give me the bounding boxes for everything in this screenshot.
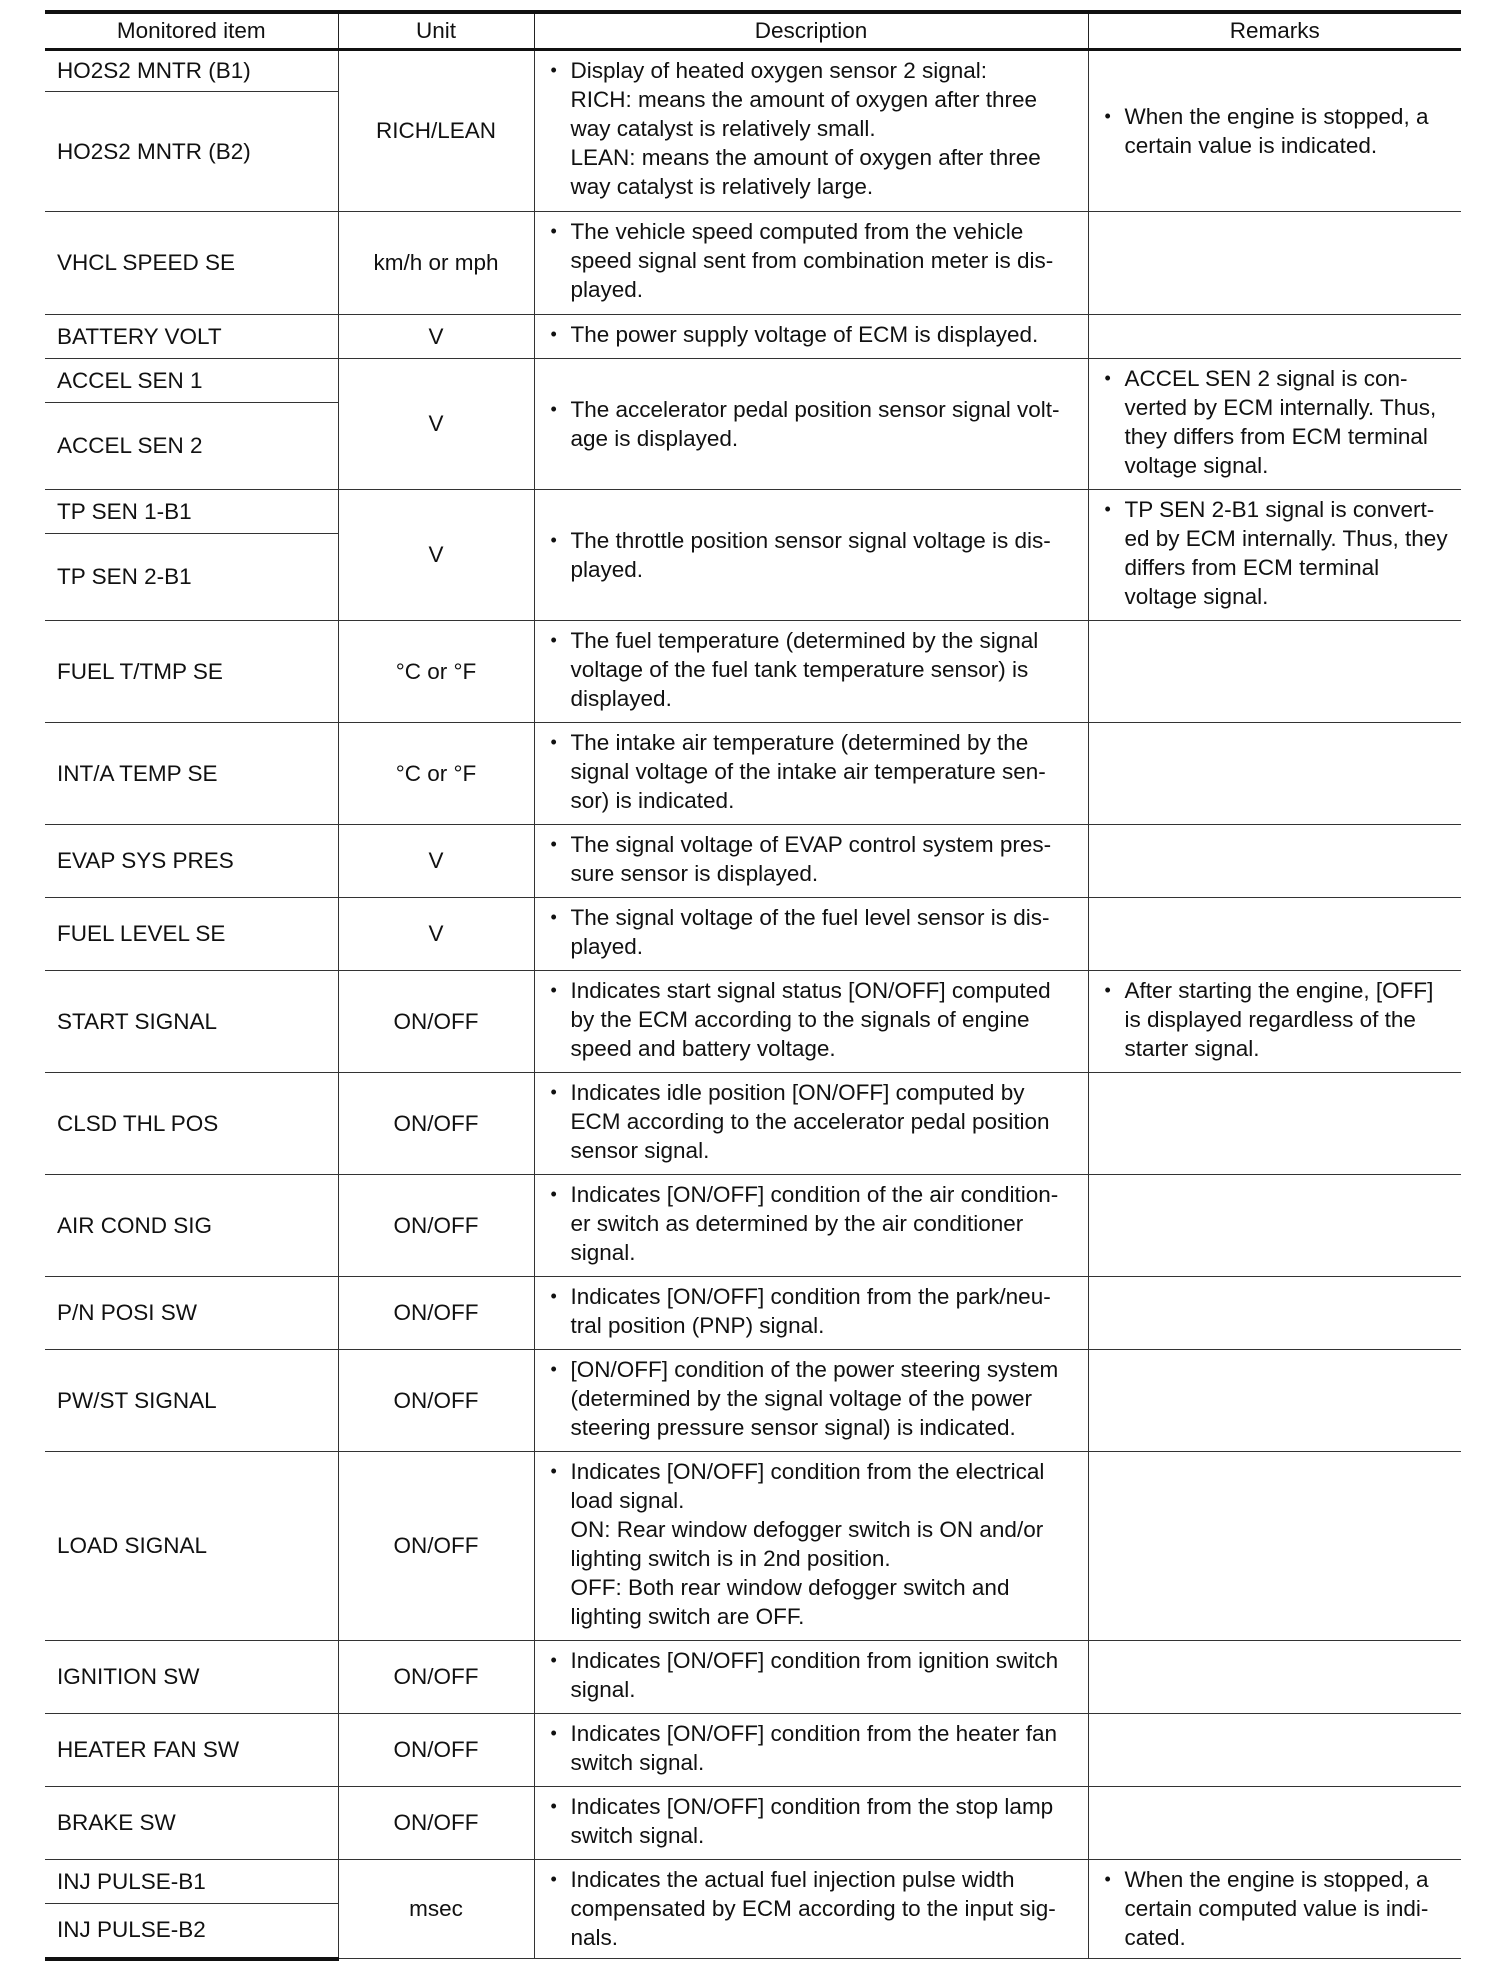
description-bullet: • Indicates [ON/OFF] condition from the stop lamp switch signal.: [547, 1792, 1078, 1850]
item-cell: PW/ST SIGNAL: [45, 1350, 338, 1452]
table-row: [45, 971, 1461, 1073]
item-cell: FUEL LEVEL SE: [45, 898, 338, 971]
remarks-cell: [1088, 1350, 1461, 1452]
item-cell: HEATER FAN SW: [45, 1714, 338, 1787]
header-unit: Unit: [338, 12, 534, 50]
remarks-cell: [1088, 1787, 1461, 1860]
description-off-text: OFF: Both rear window defogger switch and lighting switch are OFF.: [570, 1575, 1010, 1629]
description-cell: [534, 50, 1088, 212]
item-cell: HO2S2 MNTR (B1): [45, 50, 338, 92]
description-cell: [534, 212, 1088, 315]
unit-cell: km/h or mph: [338, 212, 534, 315]
remarks-cell: [1088, 898, 1461, 971]
item-cell: TP SEN 1-B1: [45, 490, 338, 534]
description-cell: [534, 1350, 1088, 1452]
remarks-cell: [1088, 1277, 1461, 1350]
table-row: [45, 1714, 1461, 1787]
unit-cell: msec: [338, 1860, 534, 1959]
description-cell: [534, 1714, 1088, 1787]
remarks-cell: [1088, 315, 1461, 359]
table-row: [45, 825, 1461, 898]
monitored-items-table: [45, 10, 1461, 1961]
remarks-cell: [1088, 1714, 1461, 1787]
description-bullet: • Indicates start signal status [ON/OFF] computed by the ECM according to the signals of engine speed and battery voltage.: [547, 976, 1078, 1063]
description-cell: [534, 1787, 1088, 1860]
description-text: • Indicates [ON/OFF] condition from the electrical load signal.: [570, 1459, 1045, 1513]
unit-cell: ON/OFF: [338, 1277, 534, 1350]
description-cell: [534, 1641, 1088, 1714]
item-cell: FUEL T/TMP SE: [45, 621, 338, 723]
unit-cell: ON/OFF: [338, 1452, 534, 1641]
description-text: • Display of heated oxygen sensor 2 signal:: [570, 58, 988, 83]
unit-cell: ON/OFF: [338, 1175, 534, 1277]
remarks-bullet: • When the engine is stopped, a certain computed value is indi- cated.: [1101, 1865, 1452, 1952]
description-bullet: • The accelerator pedal position sensor signal volt- age is displayed.: [547, 395, 1078, 453]
unit-cell: V: [338, 898, 534, 971]
remarks-bullet: • When the engine is stopped, a certain value is indicated.: [1101, 102, 1452, 160]
item-cell: AIR COND SIG: [45, 1175, 338, 1277]
description-bullet: • The intake air temperature (determined by the signal voltage of the intake air temperature sen- sor) is indicated.: [547, 728, 1078, 815]
table-row: [45, 50, 1461, 92]
remarks-cell: [1088, 723, 1461, 825]
table-row: [45, 1787, 1461, 1860]
description-bullet: • Indicates idle position [ON/OFF] computed by ECM according to the accelerator pedal position sensor signal.: [547, 1078, 1078, 1165]
unit-cell: ON/OFF: [338, 1641, 534, 1714]
unit-cell: RICH/LEAN: [338, 50, 534, 212]
unit-cell: °C or °F: [338, 723, 534, 825]
remarks-bullet: • After starting the engine, [OFF] is displayed regardless of the starter signal.: [1101, 976, 1452, 1063]
description-bullet: • Indicates [ON/OFF] condition of the air condition- er switch as determined by the air conditioner signal.: [547, 1180, 1078, 1267]
description-cell: [534, 825, 1088, 898]
item-cell: CLSD THL POS: [45, 1073, 338, 1175]
item-cell: INJ PULSE-B2: [45, 1904, 338, 1959]
remarks-cell: [1088, 1860, 1461, 1959]
description-cell: [534, 1175, 1088, 1277]
remarks-cell: [1088, 490, 1461, 621]
remarks-cell: [1088, 212, 1461, 315]
unit-cell: V: [338, 359, 534, 490]
description-cell: [534, 1277, 1088, 1350]
description-cell: [534, 621, 1088, 723]
unit-cell: °C or °F: [338, 621, 534, 723]
description-rich-text: RICH: means the amount of oxygen after three way catalyst is relatively small.: [570, 87, 1037, 141]
remarks-cell: [1088, 971, 1461, 1073]
unit-cell: V: [338, 490, 534, 621]
table-row: [45, 1860, 1461, 1904]
table-row: [45, 621, 1461, 723]
header-monitored-item: Monitored item: [45, 12, 338, 50]
description-bullet: • The vehicle speed computed from the vehicle speed signal sent from combination meter is dis- played.: [547, 217, 1078, 304]
unit-cell: V: [338, 315, 534, 359]
item-cell: LOAD SIGNAL: [45, 1452, 338, 1641]
description-cell: [534, 315, 1088, 359]
item-cell: BATTERY VOLT: [45, 315, 338, 359]
table-row: [45, 1175, 1461, 1277]
description-cell: [534, 359, 1088, 490]
description-bullet: [547, 1457, 1078, 1631]
description-bullet: • Indicates the actual fuel injection pulse width compensated by ECM according to the input sig- nals.: [547, 1865, 1078, 1952]
item-cell: EVAP SYS PRES: [45, 825, 338, 898]
item-cell: HO2S2 MNTR (B2): [45, 92, 338, 212]
description-bullet: • [ON/OFF] condition of the power steering system (determined by the signal voltage of the power steering pressure sensor signal) is indicated.: [547, 1355, 1078, 1442]
table-row: [45, 1452, 1461, 1641]
table-header-row: [45, 12, 1461, 50]
remarks-bullet: • TP SEN 2-B1 signal is convert- ed by ECM internally. Thus, they differs from ECM terminal voltage signal.: [1101, 495, 1452, 611]
item-cell: IGNITION SW: [45, 1641, 338, 1714]
table-row: [45, 1073, 1461, 1175]
description-bullet: • The power supply voltage of ECM is displayed.: [547, 320, 1078, 349]
item-cell: ACCEL SEN 2: [45, 403, 338, 490]
item-cell: VHCL SPEED SE: [45, 212, 338, 315]
description-cell: [534, 898, 1088, 971]
description-on-text: ON: Rear window defogger switch is ON and/or lighting switch is in 2nd position.: [570, 1517, 1044, 1571]
description-cell: [534, 1452, 1088, 1641]
description-cell: [534, 971, 1088, 1073]
table-row: [45, 1350, 1461, 1452]
item-cell: ACCEL SEN 1: [45, 359, 338, 403]
description-cell: [534, 1073, 1088, 1175]
unit-cell: ON/OFF: [338, 1073, 534, 1175]
remarks-cell: [1088, 1175, 1461, 1277]
remarks-cell: [1088, 359, 1461, 490]
description-bullet: • The signal voltage of EVAP control system pres- sure sensor is displayed.: [547, 830, 1078, 888]
description-cell: [534, 490, 1088, 621]
header-description: Description: [534, 12, 1088, 50]
description-lean-text: LEAN: means the amount of oxygen after three way catalyst is relatively large.: [570, 145, 1041, 199]
description-cell: [534, 1860, 1088, 1959]
item-cell: START SIGNAL: [45, 971, 338, 1073]
description-bullet: • The throttle position sensor signal voltage is dis- played.: [547, 526, 1078, 584]
table-row: [45, 1277, 1461, 1350]
item-cell: P/N POSI SW: [45, 1277, 338, 1350]
item-cell: TP SEN 2-B1: [45, 534, 338, 621]
description-cell: [534, 723, 1088, 825]
description-bullet: • Indicates [ON/OFF] condition from the heater fan switch signal.: [547, 1719, 1078, 1777]
unit-cell: V: [338, 825, 534, 898]
item-cell: INJ PULSE-B1: [45, 1860, 338, 1904]
description-bullet: • The fuel temperature (determined by the signal voltage of the fuel tank temperature sensor) is displayed.: [547, 626, 1078, 713]
item-cell: INT/A TEMP SE: [45, 723, 338, 825]
header-remarks: Remarks: [1088, 12, 1461, 50]
table-row: [45, 359, 1461, 403]
table-row: [45, 212, 1461, 315]
remarks-bullet: • ACCEL SEN 2 signal is con- verted by ECM internally. Thus, they differs from ECM terminal voltage signal.: [1101, 364, 1452, 480]
table-row: [45, 898, 1461, 971]
remarks-cell: [1088, 621, 1461, 723]
table-row: [45, 315, 1461, 359]
unit-cell: ON/OFF: [338, 1787, 534, 1860]
remarks-cell: [1088, 1641, 1461, 1714]
remarks-cell: [1088, 1073, 1461, 1175]
description-bullet: [547, 56, 1078, 201]
table-row: [45, 723, 1461, 825]
item-cell: BRAKE SW: [45, 1787, 338, 1860]
description-bullet: • Indicates [ON/OFF] condition from ignition switch signal.: [547, 1646, 1078, 1704]
remarks-cell: [1088, 1452, 1461, 1641]
remarks-cell: [1088, 50, 1461, 212]
unit-cell: ON/OFF: [338, 1714, 534, 1787]
remarks-cell: [1088, 825, 1461, 898]
description-bullet: • The signal voltage of the fuel level sensor is dis- played.: [547, 903, 1078, 961]
table-row: [45, 1641, 1461, 1714]
unit-cell: ON/OFF: [338, 971, 534, 1073]
description-bullet: • Indicates [ON/OFF] condition from the park/neu- tral position (PNP) signal.: [547, 1282, 1078, 1340]
table-row: [45, 490, 1461, 534]
unit-cell: ON/OFF: [338, 1350, 534, 1452]
